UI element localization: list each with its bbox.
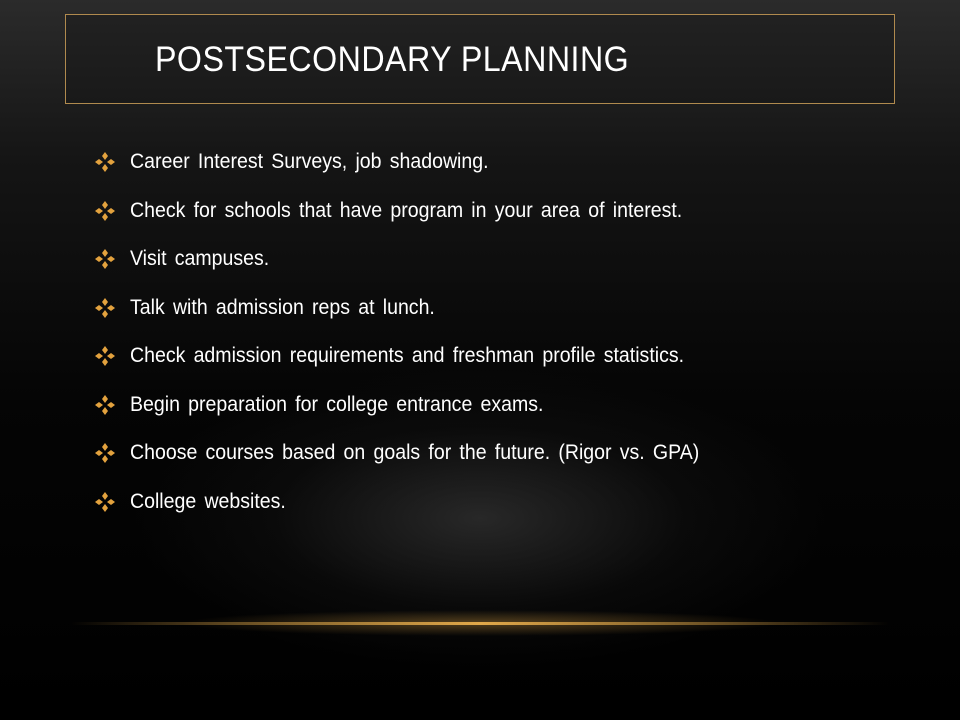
bullet-item bbox=[94, 381, 934, 430]
bullet-item bbox=[94, 429, 934, 478]
bullet-text: Begin preparation for college entrance exams. bbox=[130, 392, 544, 416]
decorative-gold-line bbox=[70, 622, 890, 625]
bullet-item bbox=[94, 478, 934, 527]
diamond-bullet-icon bbox=[94, 248, 116, 270]
bullet-list bbox=[94, 138, 934, 526]
bullet-text: Check admission requirements and freshman profile statistics. bbox=[130, 344, 685, 368]
bullet-text: College websites. bbox=[130, 489, 286, 513]
diamond-bullet-icon bbox=[94, 345, 116, 367]
diamond-bullet-icon bbox=[94, 442, 116, 464]
bullet-text: Choose courses based on goals for the future. (Rigor vs. GPA) bbox=[130, 441, 700, 465]
bullet-item bbox=[94, 284, 934, 333]
slide-title: POSTSECONDARY PLANNING bbox=[155, 40, 630, 79]
bullet-text: Check for schools that have program in your area of interest. bbox=[130, 198, 683, 222]
bullet-text: Talk with admission reps at lunch. bbox=[130, 295, 435, 319]
diamond-bullet-icon bbox=[94, 297, 116, 319]
bullet-item bbox=[94, 332, 934, 381]
bullet-item bbox=[94, 235, 934, 284]
bullet-text: Career Interest Surveys, job shadowing. bbox=[130, 150, 489, 174]
diamond-bullet-icon bbox=[94, 394, 116, 416]
diamond-bullet-icon bbox=[94, 491, 116, 513]
bullet-item bbox=[94, 138, 934, 187]
bullet-text: Visit campuses. bbox=[130, 247, 270, 271]
bullet-item bbox=[94, 187, 934, 236]
diamond-bullet-icon bbox=[94, 151, 116, 173]
diamond-bullet-icon bbox=[94, 200, 116, 222]
